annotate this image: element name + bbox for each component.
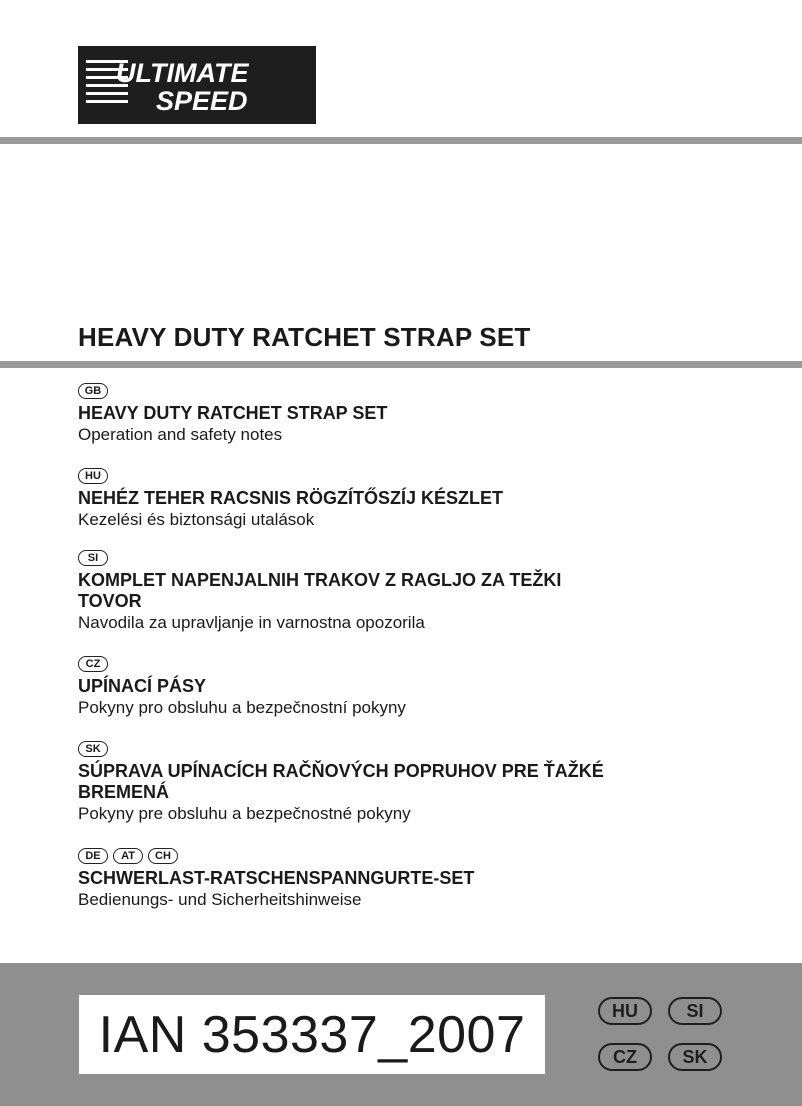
country-badge: CH bbox=[148, 848, 178, 864]
country-badge: AT bbox=[113, 848, 143, 864]
language-subtitle: Bedienungs- und Sicherheitshinweise bbox=[78, 890, 362, 909]
language-block-hu bbox=[78, 468, 758, 530]
ian-number: IAN 353337_2007 bbox=[98, 1005, 526, 1064]
language-block-si bbox=[78, 550, 758, 633]
language-title-line2: BREMENÁ bbox=[78, 782, 170, 802]
language-title: UPÍNACÍ PÁSY bbox=[78, 676, 207, 696]
language-title-line2: TOVOR bbox=[78, 591, 142, 611]
language-title: NEHÉZ TEHER RACSNIS RÖGZÍTŐSZÍJ KÉSZLET bbox=[78, 488, 504, 508]
page-title: HEAVY DUTY RATCHET STRAP SET bbox=[78, 322, 531, 352]
title-divider bbox=[0, 361, 802, 368]
country-badge: SK bbox=[78, 741, 108, 757]
language-block-gb bbox=[78, 383, 758, 445]
footer-country-badge: CZ bbox=[598, 1043, 652, 1071]
footer-country-badge: SI bbox=[668, 997, 722, 1025]
language-title: HEAVY DUTY RATCHET STRAP SET bbox=[78, 403, 388, 423]
logo-text-line1: ULTIMATE bbox=[116, 58, 249, 88]
language-subtitle: Pokyny pro obsluhu a bezpečnostní pokyny bbox=[78, 698, 406, 717]
footer-country-badge: HU bbox=[598, 997, 652, 1025]
language-title: SCHWERLAST-RATSCHENSPANNGURTE-SET bbox=[78, 868, 475, 888]
language-subtitle: Pokyny pre obsluhu a bezpečnostné pokyny bbox=[78, 804, 411, 823]
logo-text-line2: SPEED bbox=[156, 86, 248, 116]
brand-logo bbox=[78, 46, 316, 124]
country-badge: HU bbox=[78, 468, 108, 484]
language-subtitle: Navodila za upravljanje in varnostna opozorila bbox=[78, 613, 425, 632]
language-title-line1: SÚPRAVA UPÍNACÍCH RAČŇOVÝCH POPRUHOV PRE ŤAŽKÉ bbox=[78, 761, 604, 781]
top-divider bbox=[0, 137, 802, 144]
language-block-sk bbox=[78, 741, 758, 824]
country-badge: GB bbox=[78, 383, 108, 399]
language-subtitle: Operation and safety notes bbox=[78, 425, 283, 444]
ian-box bbox=[79, 995, 545, 1074]
language-block-de-at-ch bbox=[78, 848, 758, 910]
language-subtitle: Kezelési és biztonsági utalások bbox=[78, 510, 315, 529]
country-badge: DE bbox=[78, 848, 108, 864]
country-badge: SI bbox=[78, 550, 108, 566]
footer-country-badge: SK bbox=[668, 1043, 722, 1071]
language-block-cz bbox=[78, 656, 758, 718]
country-badge: CZ bbox=[78, 656, 108, 672]
language-title-line1: KOMPLET NAPENJALNIH TRAKOV Z RAGLJO ZA TEŽKI bbox=[78, 570, 562, 590]
